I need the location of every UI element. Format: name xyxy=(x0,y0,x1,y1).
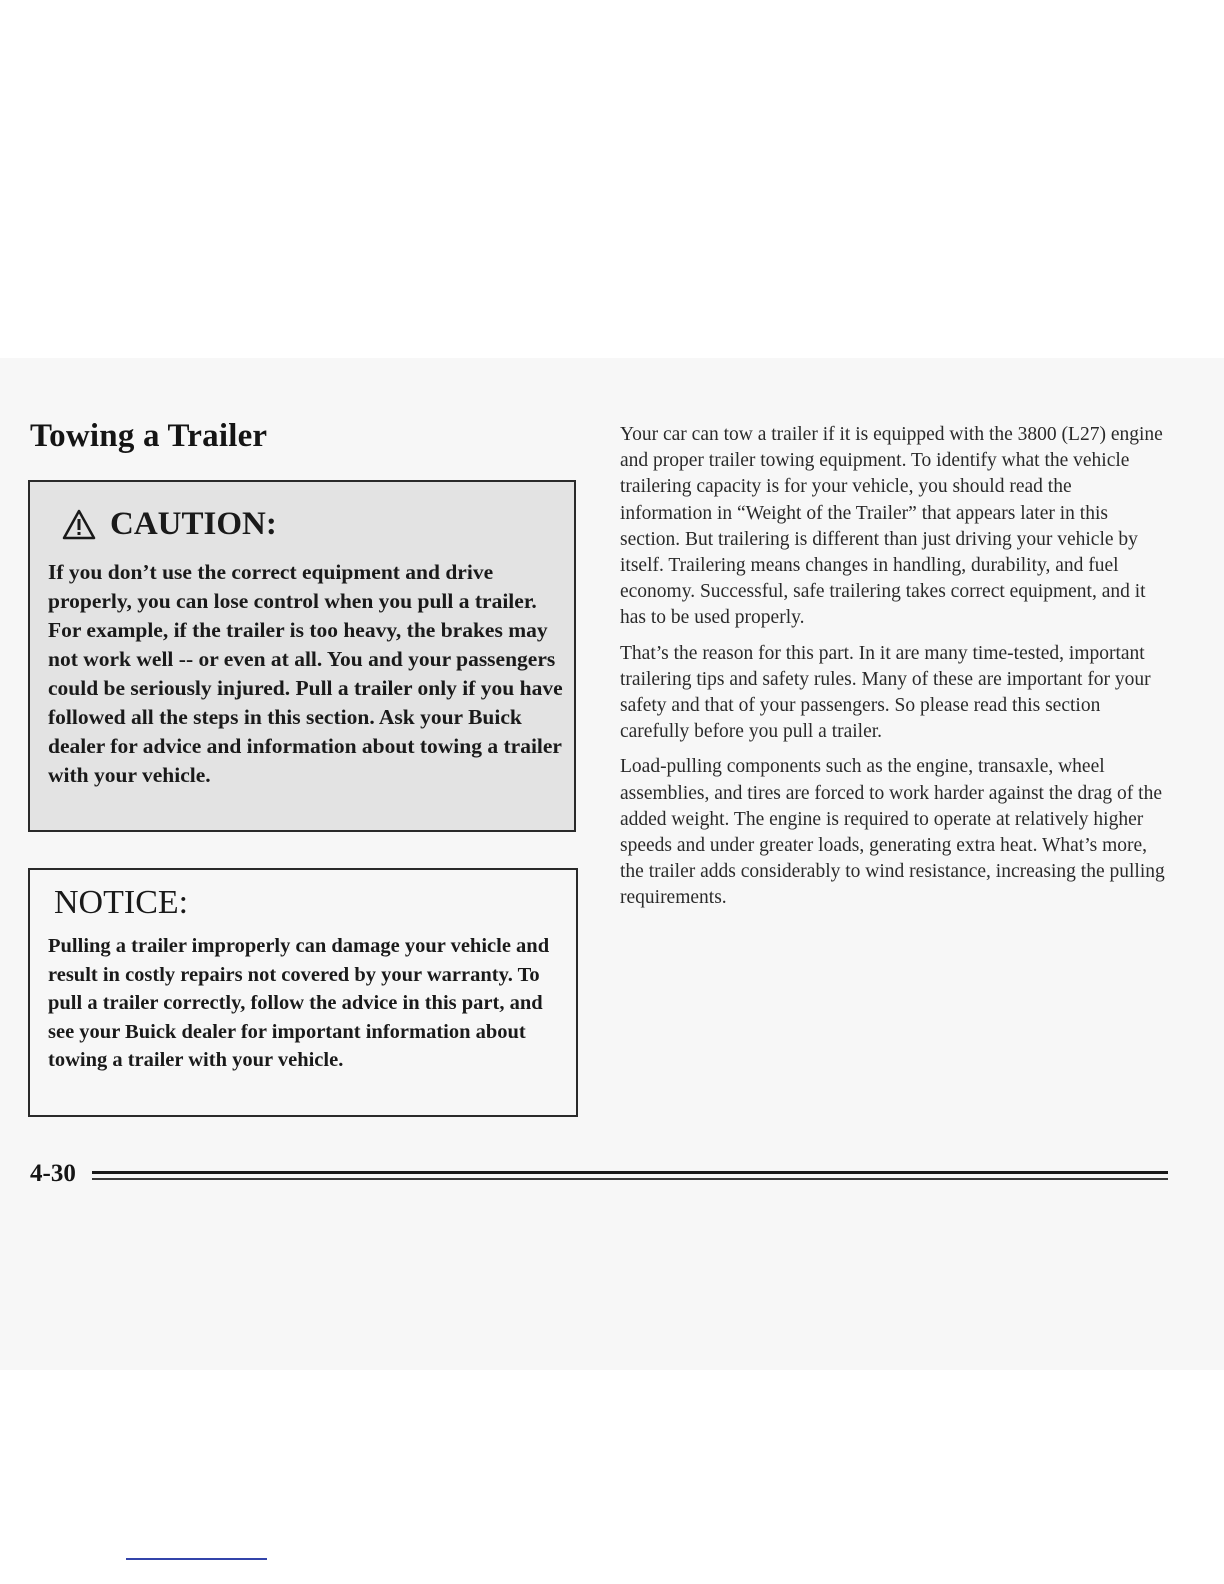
body-text-column xyxy=(620,422,1168,921)
footer-rule xyxy=(92,1171,1168,1182)
section-title: Towing a Trailer xyxy=(30,418,268,454)
caution-box xyxy=(28,480,576,832)
body-paragraph: Load-pulling components such as the engine, transaxle, wheel assemblies, and tires are forced to work harder against the drag of the added weight. The engine is required to operate at relatively higher speeds and under greater loads, generating extra heat. What’s more, the trailer adds considerably to wind resistance, increasing the pulling requirements. xyxy=(620,756,1165,909)
notice-title: NOTICE: xyxy=(54,884,189,921)
caution-heading xyxy=(62,506,277,543)
notice-text: Pulling a trailer improperly can damage your vehicle and result in costly repairs not covered by your warranty. To pull a trailer correctly, follow the advice in this part, and see your Buick dealer for important information about towing a trailer with your vehicle. xyxy=(48,935,550,1071)
page-number: 4-30 xyxy=(30,1160,76,1187)
warning-triangle-icon xyxy=(62,509,96,540)
notice-box xyxy=(28,868,578,1117)
body-paragraph: Your car can tow a trailer if it is equipped with the 3800 (L27) engine and proper trailer towing equipment. To identify what the vehicle trailering capacity is for your vehicle, you should read the information in “Weight of the Trailer” that appears later in this section. But trailering is different than just driving your vehicle by itself. Trailering means changes in handling, durability, and fuel economy. Successful, safe trailering takes correct equipment, and it has to be used properly. xyxy=(620,424,1163,629)
caution-title: CAUTION: xyxy=(110,506,277,542)
caution-text: If you don’t use the correct equipment and drive properly, you can lose control when you pull a trailer. For example, if the trailer is too heavy, the brakes may not work well -- or even at all. You and your passengers could be seriously injured. Pull a trailer only if you have followed all the steps in this section. Ask your Buick dealer for advice and information about towing a trailer with your vehicle. xyxy=(48,560,563,787)
body-paragraph: That’s the reason for this part. In it are many time-tested, important trailering tips and safety rules. Many of these are important for your safety and that of your passengers. So please read this section carefully before you pull a trailer. xyxy=(620,642,1151,743)
bottom-rule xyxy=(126,1558,267,1560)
